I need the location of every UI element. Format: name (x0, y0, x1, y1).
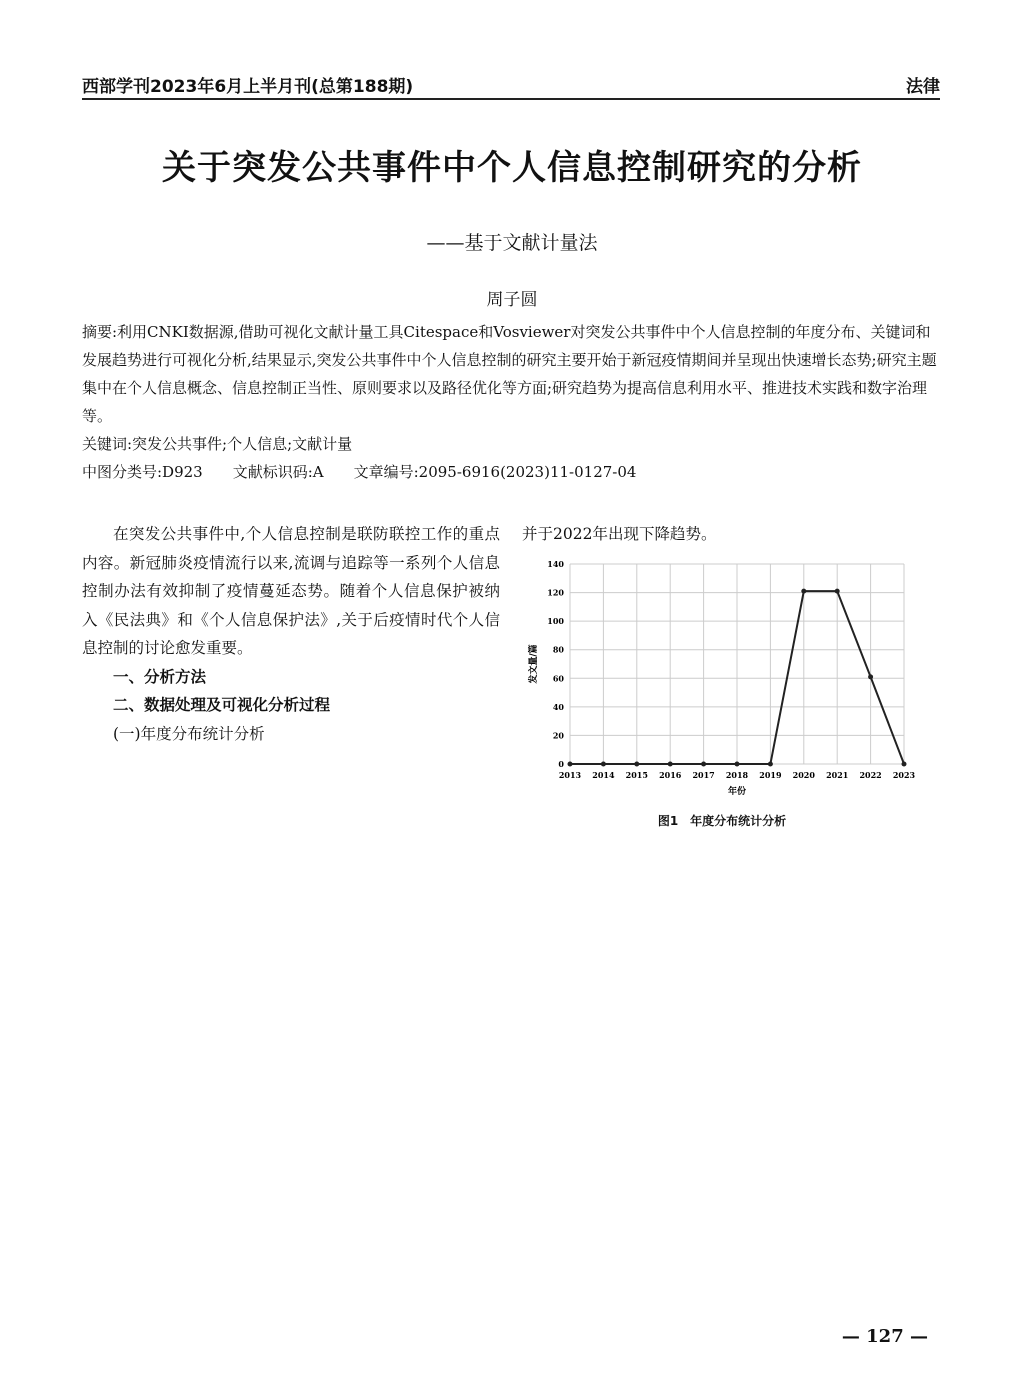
data-point (668, 762, 673, 767)
x-tick-label: 2018 (725, 770, 749, 780)
right-column: 并于2022年出现下降趋势。 (522, 525, 717, 543)
data-point (601, 762, 606, 767)
x-tick-label: 2023 (892, 770, 916, 780)
data-point (701, 762, 706, 767)
data-point (902, 762, 907, 767)
x-tick-label: 2016 (659, 770, 682, 780)
y-tick-label: 100 (547, 616, 564, 627)
x-tick-label: 2017 (692, 770, 715, 780)
x-tick-label: 2022 (859, 770, 882, 780)
running-header: 西部学刊2023年6月上半月刊(总第188期) 法律 (82, 77, 940, 97)
y-tick-label: 120 (547, 587, 564, 598)
page-number: — 127 — (841, 1326, 928, 1347)
y-tick-label: 60 (552, 673, 564, 684)
x-tick-label: 2014 (592, 770, 615, 780)
x-tick-label: 2019 (759, 770, 782, 780)
left-column: 在突发公共事件中,个人信息控制是联防联控工作的重点内容。新冠肺炎疫情流行以来,流调与追踪等一系列个人信息控制办法有效抑制了疫情蔓延态势。随着个人信息保护被纳入《民法典》和《个人信息保护法》,关于后疫情时代个人信息控制的讨论愈发重要。 一、分析方法 二、数据处理及可视化分析过程 (一)年度分布统计分析 (82, 525, 500, 743)
annual-distribution-chart (522, 556, 922, 806)
x-tick-label: 2015 (625, 770, 648, 780)
x-axis-label: 年份 (727, 787, 747, 797)
data-point (868, 674, 873, 679)
x-tick-label: 2020 (792, 770, 815, 780)
y-tick-label: 0 (558, 759, 564, 769)
data-point (735, 762, 740, 767)
x-tick-label: 2013 (558, 770, 582, 780)
y-tick-label: 140 (547, 559, 564, 569)
abstract-block: 摘要:利用CNKI数据源,借助可视化文献计量工具Citespace和Vosviewer对突发公共事件中个人信息控制的年度分布、关键词和发展趋势进行可视化分析,结果显示,突发公共事件中个人信息控制的研究主要开始于新冠疫情期间并呈现出快速增长态势;研究主题集中在个人信息概念、信息控制正当性、原则要求以及路径优化等方面;研究趋势为提高信息利用水平、推进技术实践和数字治理等。 关键词:突发公共事件;个人信息;文献计量 中图分类号:D923 文献标识码:A 文章编号:2095-6916(2023)11-0127-04 (82, 323, 937, 481)
x-tick-label: 2021 (826, 770, 849, 780)
y-tick-label: 40 (552, 701, 564, 712)
figure-caption: 图1 年度分布统计分析 (657, 814, 787, 828)
y-tick-label: 80 (552, 644, 564, 655)
data-point (568, 762, 573, 767)
article-title: 关于突发公共事件中个人信息控制研究的分析 (162, 148, 862, 188)
author: 周子圆 (486, 290, 538, 310)
data-point (768, 762, 773, 767)
header-rule (82, 98, 940, 100)
data-point (801, 589, 806, 594)
data-point (634, 762, 639, 767)
article-subtitle: ——基于文献计量法 (426, 232, 598, 254)
y-axis-label: 发文量/篇 (529, 644, 539, 684)
y-tick-label: 20 (552, 730, 564, 741)
data-point (835, 589, 840, 594)
